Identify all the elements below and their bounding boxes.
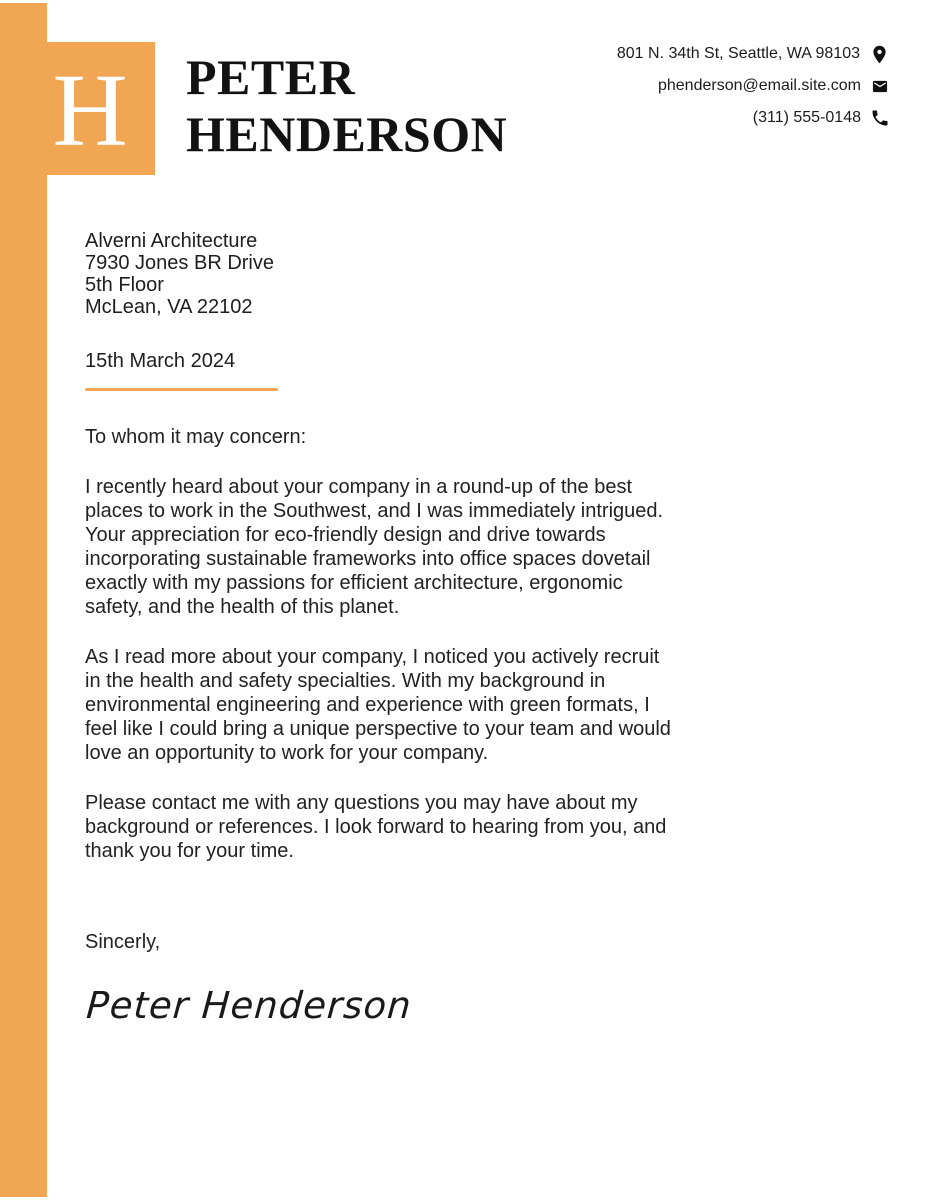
recipient-line: 5th Floor	[85, 274, 164, 296]
phone-icon	[870, 108, 890, 128]
accent-stripe	[0, 3, 47, 1197]
contact-email: phenderson@email.site.com	[657, 77, 861, 94]
contact-email-row	[658, 74, 890, 98]
paragraph: Please contact me with any questions you may have about my background or references. I look forward to hearing from you, and thank you for your time.	[85, 792, 667, 862]
recipient-address	[85, 230, 274, 318]
closing: Sincerly,	[85, 931, 161, 953]
monogram-letter: H	[52, 52, 128, 168]
contact-phone: (311) 555-0148	[752, 109, 861, 126]
first-name: PETER	[186, 49, 356, 105]
page-title	[186, 49, 507, 163]
signature: Peter Henderson	[85, 984, 414, 1027]
salutation: To whom it may concern:	[85, 426, 307, 448]
contact-block	[617, 42, 890, 138]
recipient-line: Alverni Architecture	[85, 230, 258, 252]
location-pin-icon	[869, 43, 890, 66]
paragraph: I recently heard about your company in a round-up of the best places to work in the Southwest, and I was immediately intrigued. Your appreciation for eco-friendly design and drive towards incorporating sustainable frameworks into office spaces dovetail exactly with my passions for efficient architecture, ergonomic safety, and the health of this planet.	[85, 476, 664, 618]
paragraph: As I read more about your company, I noticed you actively recruit in the health and safety specialties. With my background in environmental engineering and experience with green formats, I feel like I could bring a unique perspective to your team and would love an opportunity to work for your company.	[85, 646, 671, 764]
envelope-icon	[870, 78, 890, 95]
contact-address-row	[617, 42, 890, 66]
contact-address: 801 N. 34th St, Seattle, WA 98103	[616, 45, 860, 62]
letter-date: 15th March 2024	[85, 350, 236, 372]
date-underline	[85, 388, 278, 391]
last-name: HENDERSON	[186, 106, 508, 162]
recipient-line: 7930 Jones BR Drive	[85, 252, 274, 274]
letter-body	[85, 425, 675, 889]
contact-phone-row	[753, 106, 890, 130]
recipient-line: McLean, VA 22102	[85, 296, 253, 318]
